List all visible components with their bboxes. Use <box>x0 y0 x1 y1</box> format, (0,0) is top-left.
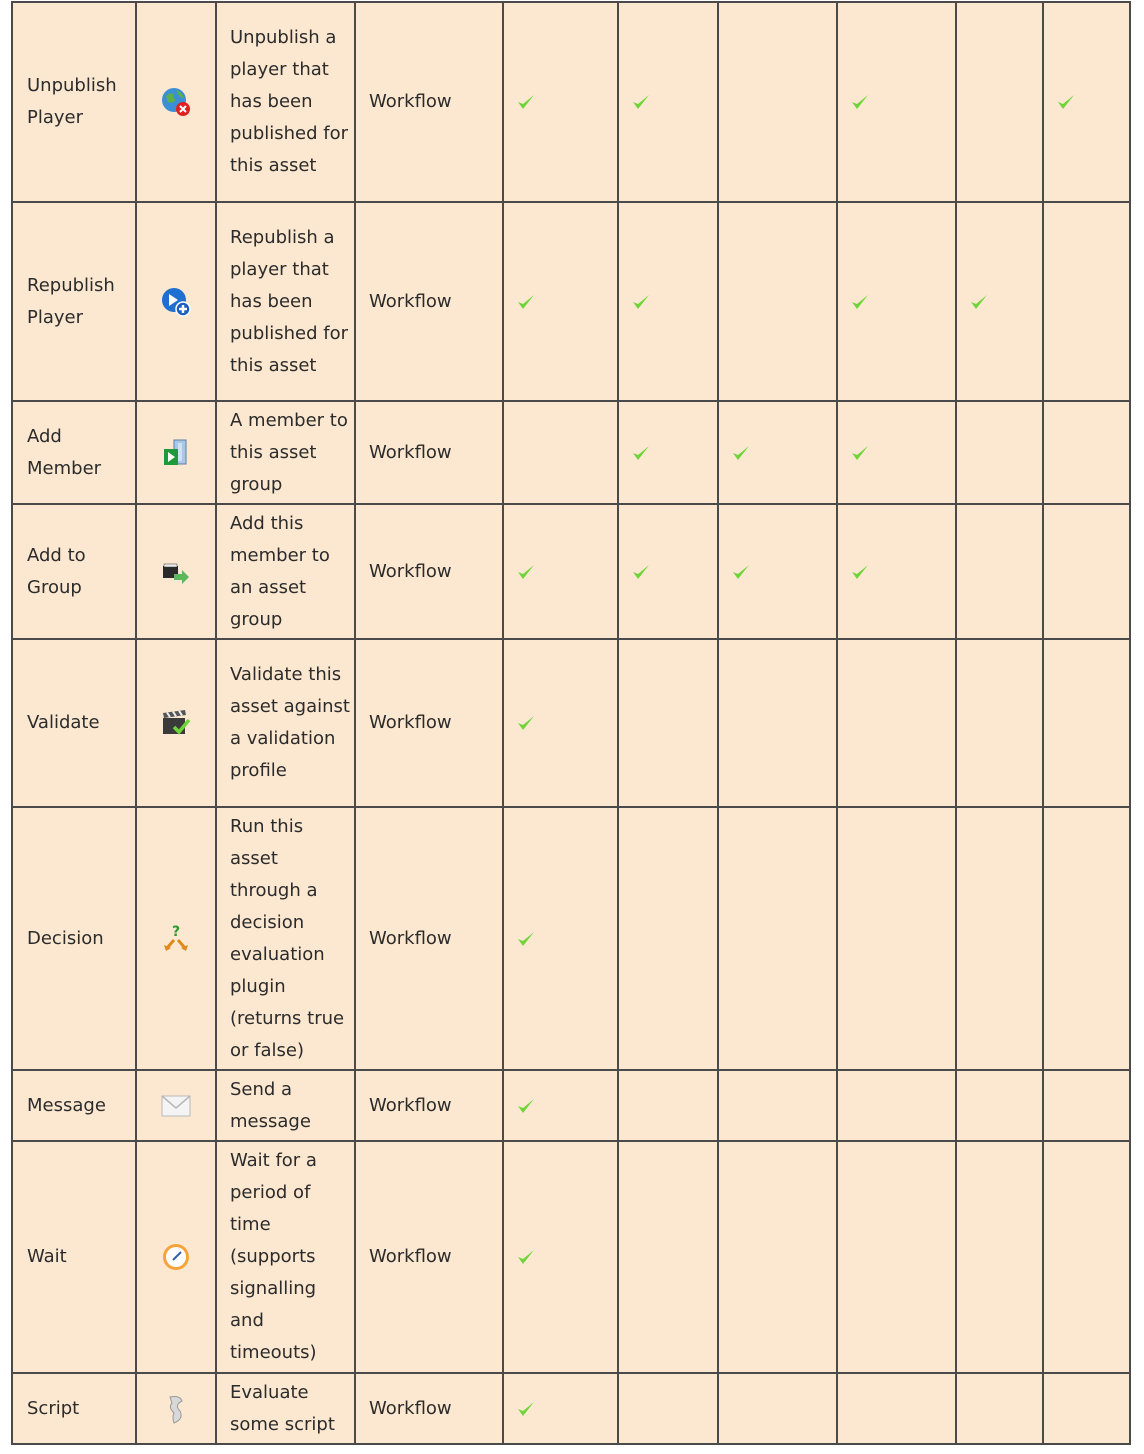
check-cell <box>618 807 718 1070</box>
check-cell <box>618 202 718 401</box>
check-mark-icon <box>731 562 751 582</box>
check-cell <box>618 504 718 639</box>
check-cell <box>1043 639 1130 807</box>
check-mark-icon <box>731 443 751 463</box>
republish-globe-icon <box>160 286 192 318</box>
action-description-cell: A member to this asset group <box>216 401 355 504</box>
action-name-cell: Add to Group <box>12 504 136 639</box>
unpublish-globe-icon <box>160 86 192 118</box>
table-row <box>12 1070 1130 1141</box>
check-cell <box>503 1373 618 1444</box>
check-cell <box>503 504 618 639</box>
action-description-cell: Run this asset through a decision evaluation plugin (returns true or false) <box>216 807 355 1070</box>
table-row <box>12 2 1130 202</box>
action-description-cell: Republish a player that has been published for this asset <box>216 202 355 401</box>
check-mark-icon <box>631 92 651 112</box>
check-cell <box>718 2 837 202</box>
check-cell <box>503 2 618 202</box>
check-cell <box>503 639 618 807</box>
action-category-cell: Workflow <box>355 504 503 639</box>
check-mark-icon <box>516 562 536 582</box>
action-category-cell: Workflow <box>355 401 503 504</box>
action-name-cell: Message <box>12 1070 136 1141</box>
check-cell <box>718 807 837 1070</box>
check-cell <box>837 1070 956 1141</box>
check-cell <box>1043 1070 1130 1141</box>
check-cell <box>718 1141 837 1373</box>
check-cell <box>503 401 618 504</box>
check-cell <box>837 1141 956 1373</box>
action-description-cell: Add this member to an asset group <box>216 504 355 639</box>
table-row <box>12 1373 1130 1444</box>
check-mark-icon <box>516 929 536 949</box>
action-category-cell: Workflow <box>355 1141 503 1373</box>
check-cell <box>837 401 956 504</box>
action-icon-cell <box>136 202 216 401</box>
check-cell <box>618 639 718 807</box>
check-cell <box>503 807 618 1070</box>
action-description-cell: Wait for a period of time (supports signalling and timeouts) <box>216 1141 355 1373</box>
check-cell <box>956 2 1043 202</box>
action-icon-cell <box>136 1373 216 1444</box>
envelope-icon <box>160 1090 192 1122</box>
action-icon-cell <box>136 504 216 639</box>
check-cell <box>618 1141 718 1373</box>
check-mark-icon <box>631 292 651 312</box>
table-row <box>12 504 1130 639</box>
check-cell <box>718 1373 837 1444</box>
check-cell <box>1043 401 1130 504</box>
check-cell <box>956 807 1043 1070</box>
svg-text:?: ? <box>171 923 181 940</box>
check-mark-icon <box>516 292 536 312</box>
action-category-cell: Workflow <box>355 1373 503 1444</box>
action-icon-cell <box>136 639 216 807</box>
check-mark-icon <box>516 92 536 112</box>
table-row <box>12 1141 1130 1373</box>
check-cell <box>837 202 956 401</box>
clock-icon <box>160 1241 192 1273</box>
action-name-cell: Validate <box>12 639 136 807</box>
check-cell <box>837 2 956 202</box>
check-cell <box>718 639 837 807</box>
action-icon-cell <box>136 2 216 202</box>
check-cell <box>956 639 1043 807</box>
check-cell <box>1043 504 1130 639</box>
action-description-cell: Evaluate some script <box>216 1373 355 1444</box>
action-category-cell: Workflow <box>355 1070 503 1141</box>
check-mark-icon <box>850 443 870 463</box>
action-name-cell: Unpublish Player <box>12 2 136 202</box>
table-body <box>12 2 1130 1444</box>
check-mark-icon <box>516 1247 536 1267</box>
check-mark-icon <box>850 562 870 582</box>
check-cell <box>956 401 1043 504</box>
action-name-cell: Wait <box>12 1141 136 1373</box>
action-category-cell: Workflow <box>355 639 503 807</box>
check-cell <box>1043 202 1130 401</box>
action-name-cell: Script <box>12 1373 136 1444</box>
check-cell <box>718 202 837 401</box>
check-mark-icon <box>850 292 870 312</box>
check-cell <box>956 1070 1043 1141</box>
action-icon-cell <box>136 401 216 504</box>
check-cell <box>956 202 1043 401</box>
table-row <box>12 401 1130 504</box>
check-mark-icon <box>850 92 870 112</box>
check-cell <box>503 202 618 401</box>
check-cell <box>837 807 956 1070</box>
action-icon-cell <box>136 807 216 1070</box>
check-cell <box>718 401 837 504</box>
check-cell <box>837 639 956 807</box>
table-row <box>12 639 1130 807</box>
action-category-cell: Workflow <box>355 202 503 401</box>
table-row <box>12 202 1130 401</box>
check-mark-icon <box>1056 92 1076 112</box>
check-mark-icon <box>516 1096 536 1116</box>
decision-arrows-icon <box>160 923 192 955</box>
check-cell <box>618 1373 718 1444</box>
action-description-cell: Unpublish a player that has been published for this asset <box>216 2 355 202</box>
check-cell <box>618 1070 718 1141</box>
check-cell <box>837 1373 956 1444</box>
check-mark-icon <box>631 443 651 463</box>
check-cell <box>618 401 718 504</box>
check-cell <box>618 2 718 202</box>
action-description-cell: Validate this asset against a validation profile <box>216 639 355 807</box>
action-category-cell: Workflow <box>355 2 503 202</box>
action-name-cell: Republish Player <box>12 202 136 401</box>
check-cell <box>1043 1141 1130 1373</box>
check-cell <box>718 1070 837 1141</box>
check-cell <box>956 1373 1043 1444</box>
action-name-cell: Add Member <box>12 401 136 504</box>
script-scroll-icon <box>160 1393 192 1425</box>
check-mark-icon <box>631 562 651 582</box>
check-cell <box>718 504 837 639</box>
action-category-cell: Workflow <box>355 807 503 1070</box>
action-description-cell: Send a message <box>216 1070 355 1141</box>
check-mark-icon <box>516 1399 536 1419</box>
check-cell <box>1043 2 1130 202</box>
check-cell <box>1043 807 1130 1070</box>
check-cell <box>956 504 1043 639</box>
check-mark-icon <box>516 713 536 733</box>
action-icon-cell <box>136 1070 216 1141</box>
add-to-group-icon <box>160 556 192 588</box>
clapperboard-check-icon <box>160 707 192 739</box>
check-cell <box>1043 1373 1130 1444</box>
action-name-cell: Decision <box>12 807 136 1070</box>
actions-table <box>11 1 1131 1445</box>
table-row <box>12 807 1130 1070</box>
check-cell <box>837 504 956 639</box>
action-icon-cell <box>136 1141 216 1373</box>
add-member-icon <box>160 437 192 469</box>
check-cell <box>503 1070 618 1141</box>
check-cell <box>503 1141 618 1373</box>
check-cell <box>956 1141 1043 1373</box>
check-mark-icon <box>969 292 989 312</box>
